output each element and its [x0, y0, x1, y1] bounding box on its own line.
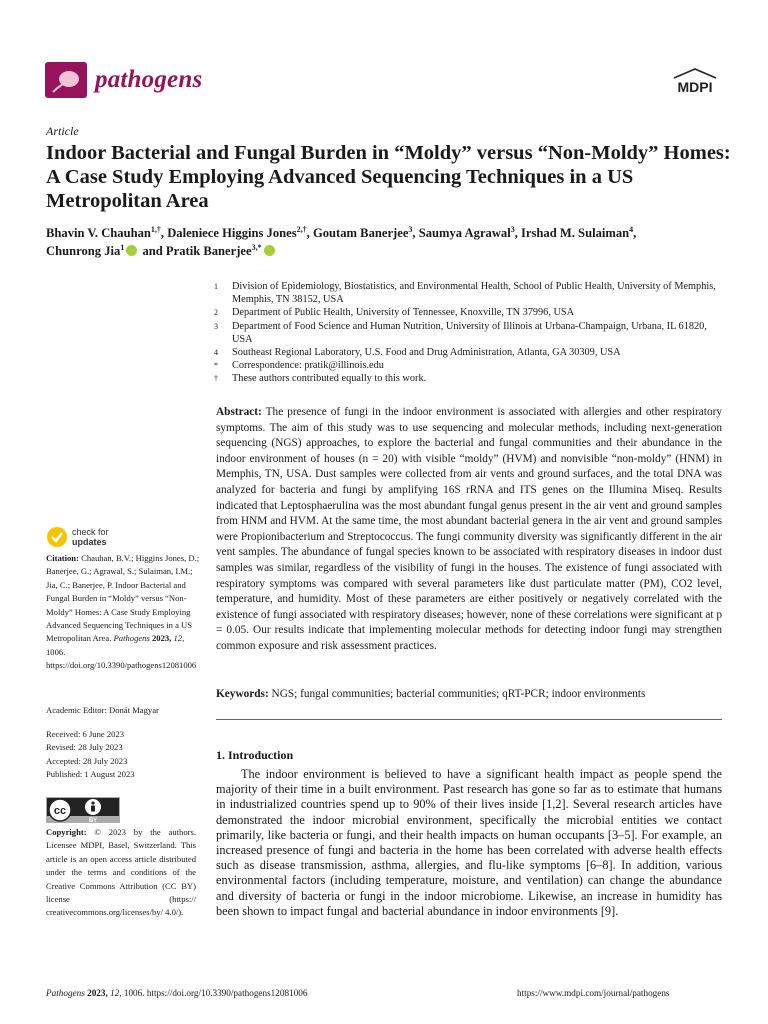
author-affiliation-mark: 2,† [296, 225, 307, 234]
keywords [216, 687, 722, 703]
author-affiliation-mark: 1,† [150, 225, 161, 234]
abstract [216, 405, 722, 655]
affiliation-item [214, 280, 724, 306]
footer-year: 2023, [87, 988, 108, 998]
author-name: Bhavin V. Chauhan [46, 226, 151, 240]
author-affiliation-mark: 4 [629, 225, 634, 234]
publication-dates [46, 728, 204, 781]
affiliation-item [214, 320, 724, 346]
affiliations [214, 280, 724, 386]
footer-volume: 12, [110, 988, 122, 998]
affiliation-mark: 2 [214, 308, 218, 318]
author-separator: , [412, 226, 419, 240]
publication-date: Revised: 28 July 2023 [46, 742, 123, 753]
citation-volume: 12, [173, 633, 185, 644]
affiliation-mark: 1 [214, 282, 218, 291]
author-separator: , [160, 226, 168, 240]
affiliation-text: Department of Public Health, University of Tennessee, Knoxville, TN 37996, USA [232, 307, 575, 319]
check-updates-line1: check for [72, 527, 109, 537]
author-separator: and [139, 244, 166, 258]
affiliation-mark: * [214, 361, 218, 371]
footer-journal-url-link[interactable]: https://www.mdpi.com/journal/pathogens [517, 988, 670, 998]
affiliation-text: Southeast Regional Laboratory, U.S. Food and Drug Administration, Atlanta, GA 30309, USA [232, 347, 621, 359]
journal-name: pathogens [95, 66, 203, 93]
author-separator: , [633, 226, 637, 240]
affiliation-mark: † [214, 374, 218, 384]
citation-block [46, 552, 204, 673]
affiliation-item [214, 306, 724, 319]
orcid-icon[interactable] [264, 245, 275, 256]
citation-label: Citation: [46, 553, 79, 563]
affiliation-text: Division of Epidemiology, Biostatistics, and Environmental Health, School of Public Health, University of Memphis, Memphis, TN 38152, USA [232, 281, 716, 306]
keywords-label: Keywords: [216, 688, 269, 700]
publication-date: Accepted: 28 July 2023 [46, 755, 128, 766]
affiliation-text: These authors contributed equally to this work. [232, 373, 427, 385]
author-name: Irshad M. Sulaiman [521, 226, 630, 240]
footer-journal: Pathogens [46, 988, 85, 998]
check-for-updates-button[interactable] [46, 524, 166, 550]
citation-doi-link[interactable]: 1006. https://doi.org/10.3390/pathogens12081006 [46, 646, 197, 671]
journal-logo-icon [45, 62, 87, 98]
author-affiliation-mark: 3,* [251, 243, 262, 252]
check-updates-icon [46, 526, 68, 548]
introduction-heading: 1. Introduction [216, 748, 294, 762]
author-list [46, 224, 736, 260]
abstract-text: The presence of fungi in the indoor environment is associated with allergies and other respiratory symptoms. The aim of this study was to use sequencing and molecular methods, including next-generation sequencing (NGS) approaches, to explore the bacterial and fungal communities and their abundance in the indoor environment of houses (n = 20) with visible “moldy” (HVM) and nonvisible “non-moldy” (HNM) in Memphis, TN, USA. Dust samples were collected from air vents and ground surfaces, and the total DNA was analyzed for bacteria and fungi by amplifying 16S rRNA and ITS genes on the Illumina Miseq. Results indicated that Leptosphaerulina was the most abundant fungal genus present in the air vent and ground samples from HNM and HVM. At the same time, the most abundant bacterial genera in the air vent and ground samples were Propionibacterium and Streptococcus. The fungi community diversity was significantly different in the air vent samples. The abundance of fungal species known to be associated with respiratory diseases in indoor dust samples was similar, regardless of the visibility of fungi in the houses. The existence of fungi associated with respiratory symptoms was compared with several parameters like dust particulate matter (PM), CO2 level, temperature, and humidity. Most of these parameters are either positively or negatively correlated with the existence of fungi associated with respiratory diseases; however, none of these correlations were significant at p = 0.05. Our results indicate that implementing molecular methods for detecting indoor fungi may strengthen common exposure and risk assessment practices. [216, 406, 723, 652]
author-name: Chunrong Jia [46, 244, 121, 258]
affiliation-item [214, 346, 724, 359]
paper-title: Indoor Bacterial and Fungal Burden in “Moldy” versus “Non-Moldy” Homes: A Case Study Employing Advanced Sequencing Techniques in a US Metropolitan Area [46, 142, 731, 212]
copyright-label: Copyright: [46, 827, 87, 837]
author-name: Daleniece Higgins Jones [167, 226, 297, 240]
citation-text: Chauhan, B.V.; Higgins Jones, D.; Banerjee, G.; Agrawal, S.; Sulaiman, I.M.; Jia, C.; Banerjee, P. Indoor Bacterial and Fungal Burden in “Moldy” versus “Non-Moldy” Homes: A Case Study Employing Advanced Sequencing Techniques in a US Metropolitan Area. [46, 553, 200, 644]
introduction-body: The indoor environment is believed to have a significant health impact as people spend the majority of their time in a built environment. Past research has gone so far as to estimate that humans in industrialized countries spend up to 90% of their lives inside [1,2]. Several research articles have demonstrated the indoor microbial environment, specifically the microbial entities we contact primarily, like bacteria or fungi, and their health impacts on human occupants [3–5]. For example, an increased presence of fungi and bacteria in the home has been correlated with adverse health effects such as disease transmission, asthma, allergies, and flu-like symptoms [6–8]. In addition, various environmental factors (including temperature, moisture, and ventilation) can change the abundance and diversity of bacteria or fungi in the indoor microbiome. Likewise, an increase in humidity has been shown to impact fungal and bacterial abundance in indoor environments [9]. [216, 767, 722, 918]
affiliation-item [214, 372, 724, 385]
author-affiliation-mark: 1 [120, 243, 125, 252]
footer-doi-link[interactable]: 1006. https://doi.org/10.3390/pathogens12081006 [123, 988, 308, 998]
mdpi-logo-icon [668, 68, 722, 98]
author-separator: , [514, 226, 522, 240]
cc-by-license-icon[interactable] [46, 797, 120, 823]
author-name: Saumya Agrawal [418, 226, 511, 240]
author-affiliation-mark: 3 [408, 225, 413, 234]
academic-editor: Academic Editor: Donát Magyar [46, 705, 159, 715]
author-affiliation-mark: 3 [510, 225, 515, 234]
mdpi-logo-text: MDPI [677, 79, 713, 95]
keywords-text: NGS; fungal communities; bacterial communities; qRT-PCR; indoor environments [271, 688, 646, 700]
article-type: Article [46, 124, 79, 138]
section-divider [216, 719, 722, 720]
citation-journal: Pathogens [113, 633, 150, 644]
abstract-label: Abstract: [216, 406, 262, 418]
footer-citation [46, 988, 307, 998]
publication-date: Published: 1 August 2023 [46, 768, 135, 779]
affiliation-mark: 4 [214, 348, 218, 358]
author-name: Pratik Banerjee [165, 244, 252, 258]
cc-label: cc [53, 805, 67, 817]
copyright-notice [46, 826, 196, 920]
copyright-text: © 2023 by the authors. Licensee MDPI, Basel, Switzerland. This article is an open access article distributed under the terms and conditions of the Creative Commons Attribution (CC BY) license (https:// creativecommons.org/licenses/by/ 4.0/). [46, 827, 196, 918]
affiliation-mark: 3 [214, 321, 218, 331]
check-updates-line2: updates [72, 537, 107, 547]
citation-year: 2023, [151, 633, 172, 644]
affiliation-text: Correspondence: pratik@illinois.edu [232, 360, 384, 372]
author-separator: , [306, 226, 313, 240]
publication-date: Received: 6 June 2023 [46, 729, 125, 739]
affiliation-text: Department of Food Science and Human Nutrition, University of Illinois at Urbana-Champaign, Urbana, IL 61820, USA [232, 320, 707, 345]
cc-by-label: BY [88, 818, 98, 823]
orcid-icon[interactable] [126, 245, 137, 256]
affiliation-item [214, 359, 724, 372]
author-name: Goutam Banerjee [312, 226, 409, 240]
